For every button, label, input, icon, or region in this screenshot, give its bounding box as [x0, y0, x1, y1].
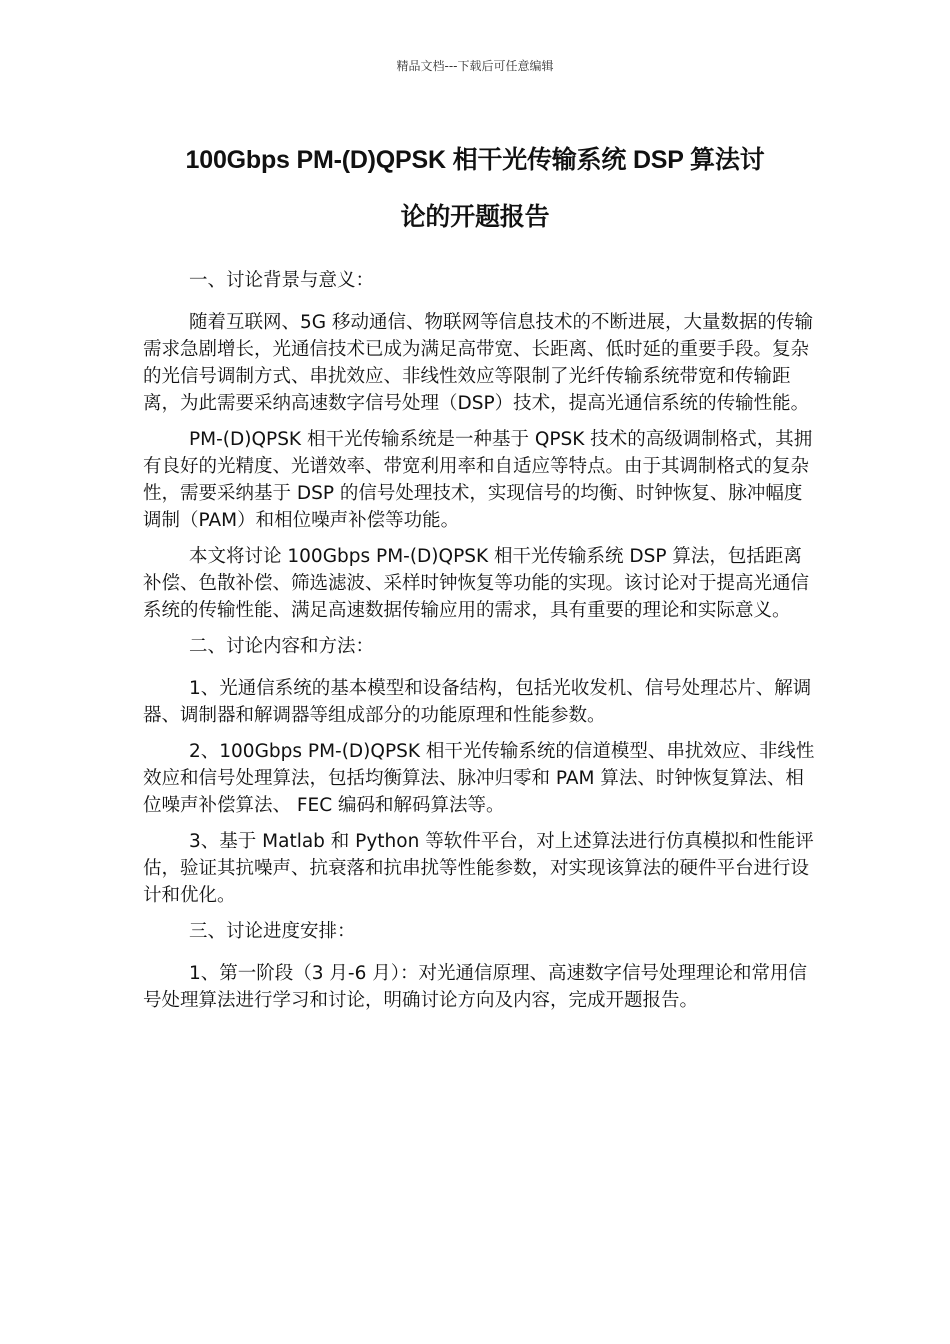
schedule-item-1: 1、第一阶段（3 月-6 月）：对光通信原理、高速数字信号处理理论和常用信号处理算法进行学习和讨论，明确讨论方向及内容，完成开题报告。	[143, 963, 808, 1011]
section-heading-background: 一、讨论背景与意义：	[189, 270, 375, 291]
paragraph-background-2: PM-(D)QPSK 相干光传输系统是一种基于 QPSK 技术的高级调制格式，其拥有良好的光精度、光谱效率、带宽利用率和自适应等特点。由于其调制格式的复杂性，需要采纳基于 DSP 的信号处理技术，实现信号的均衡、时钟恢复、脉冲幅度调制（PAM）和相位噪声补偿等功能。	[143, 429, 813, 531]
document-body	[143, 267, 818, 1023]
title-line-1: 100Gbps PM-(D)QPSK 相干光传输系统 DSP 算法讨	[185, 146, 765, 174]
paragraph-background-1: 随着互联网、5G 移动通信、物联网等信息技术的不断进展，大量数据的传输需求急剧增长，光通信技术已成为满足高带宽、长距离、低时延的重要手段。复杂的光信号调制方式、串扰效应、非线性效应等限制了光纤传输系统带宽和传输距离，为此需要采纳高速数字信号处理（DSP）技术，提高光通信系统的传输性能。	[143, 312, 813, 414]
section-heading-methods: 二、讨论内容和方法：	[189, 636, 375, 657]
document-title	[130, 132, 820, 246]
page-header: 精品文档---下载后可任意编辑	[396, 59, 554, 73]
paragraph-background-3: 本文将讨论 100Gbps PM-(D)QPSK 相干光传输系统 DSP 算法，包括距离补偿、色散补偿、筛选滤波、采样时钟恢复等功能的实现。该讨论对于提高光通信系统的传输性能、满足高速数据传输应用的需求，具有重要的理论和实际意义。	[143, 546, 810, 621]
methods-item-3: 3、基于 Matlab 和 Python 等软件平台，对上述算法进行仿真模拟和性能评估，验证其抗噪声、抗衰落和抗串扰等性能参数，对实现该算法的硬件平台进行设计和优化。	[143, 831, 814, 906]
methods-item-1: 1、光通信系统的基本模型和设备结构，包括光收发机、信号处理芯片、解调器、调制器和解调器等组成部分的功能原理和性能参数。	[143, 678, 812, 726]
title-line-2: 论的开题报告	[400, 203, 550, 231]
section-heading-schedule: 三、讨论进度安排：	[189, 921, 356, 942]
methods-item-2: 2、100Gbps PM-(D)QPSK 相干光传输系统的信道模型、串扰效应、非线性效应和信号处理算法，包括均衡算法、脉冲归零和 PAM 算法、时钟恢复算法、相位噪声补偿算法、 FEC 编码和解码算法等。	[143, 741, 815, 816]
